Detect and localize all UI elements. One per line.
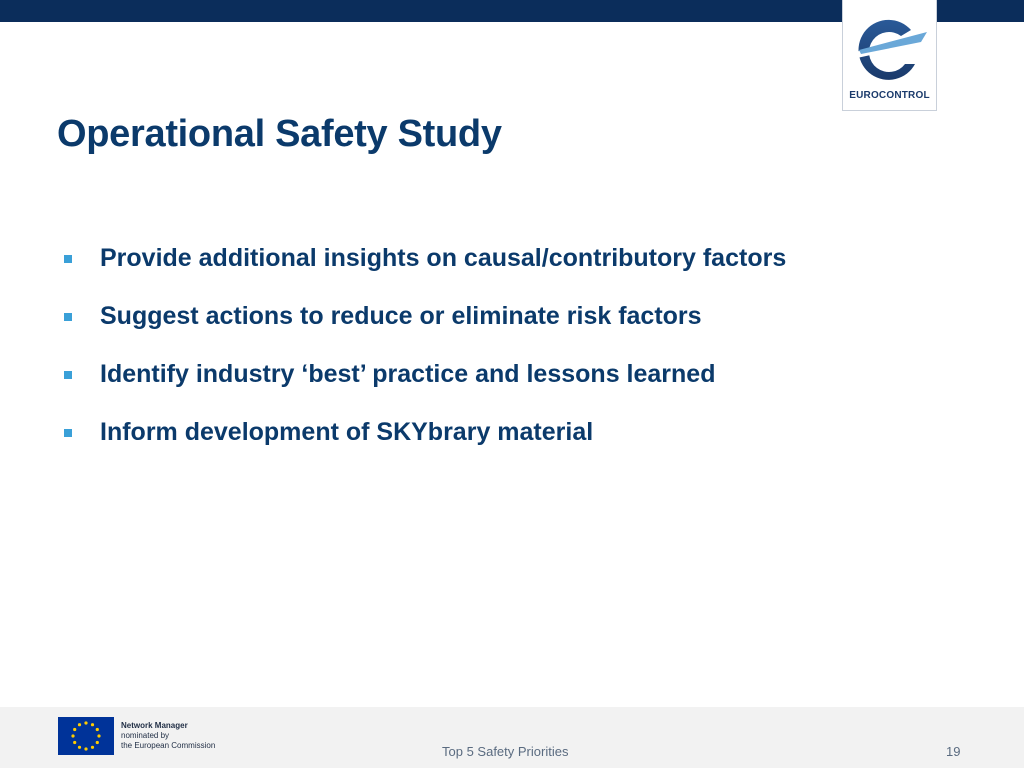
bullet-text: Suggest actions to reduce or eliminate risk factors bbox=[100, 302, 702, 330]
network-manager-text bbox=[121, 721, 215, 751]
page-number: 19 bbox=[946, 744, 961, 759]
network-manager-title: Network Manager bbox=[121, 721, 188, 730]
bullet-text: Identify industry ‘best’ practice and lessons learned bbox=[100, 360, 716, 388]
square-bullet-icon bbox=[64, 255, 72, 263]
eurocontrol-logo bbox=[842, 0, 937, 111]
slide-title: Operational Safety Study bbox=[57, 113, 502, 155]
network-manager-line2: nominated by bbox=[121, 731, 170, 740]
eu-flag-icon bbox=[58, 717, 114, 755]
footer-presentation-title: Top 5 Safety Priorities bbox=[442, 744, 569, 759]
square-bullet-icon bbox=[64, 371, 72, 379]
logo-text: EUROCONTROL bbox=[849, 90, 930, 101]
slide-footer bbox=[0, 707, 1024, 768]
network-manager-line3: the European Commission bbox=[121, 741, 216, 750]
square-bullet-icon bbox=[64, 313, 72, 321]
square-bullet-icon bbox=[64, 429, 72, 437]
bullet-text: Provide additional insights on causal/contributory factors bbox=[100, 244, 787, 272]
eurocontrol-logo-icon bbox=[851, 14, 929, 88]
bullet-text: Inform development of SKYbrary material bbox=[100, 418, 594, 446]
